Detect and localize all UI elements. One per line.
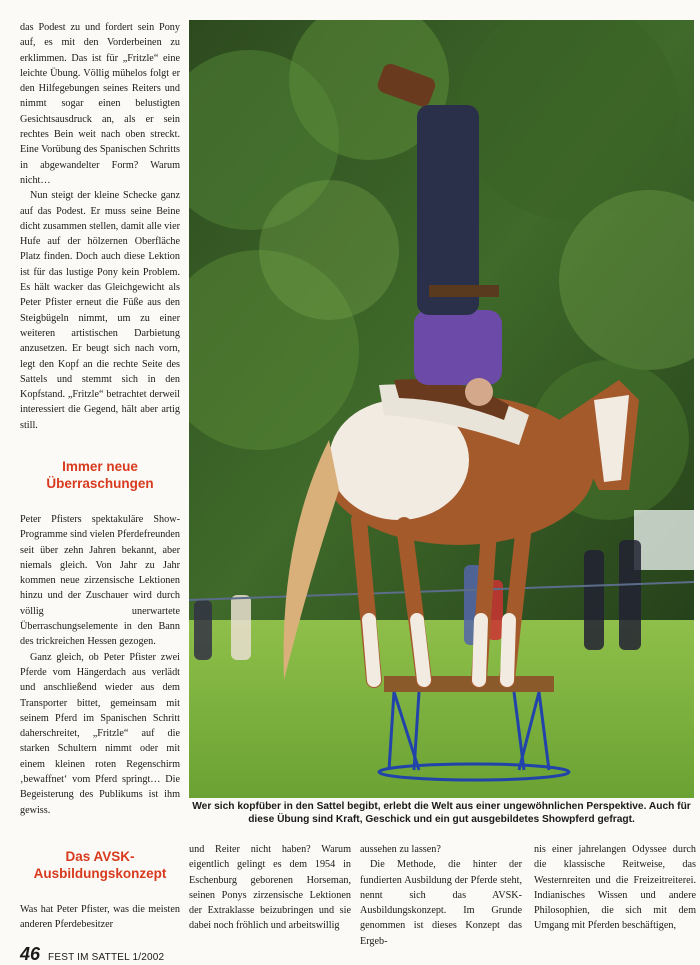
left-column-bottom xyxy=(20,902,180,933)
paragraph: Was hat Peter Pfister, was die meisten anderen Pferdebesitzer xyxy=(20,904,180,931)
paragraph: Ganz gleich, ob Peter Pfister zwei Pferde vom Hängerdach aus verlädt und anschließend wieder aus dem Transporter bittet, gemeinsam mit seinem Pferd im Spanischen Schritt daherschreitet, „Fritzle“ auf die starken Schultern nimmt oder mit einem kleinen roten Regenschirm ‚bewaffnet‘ vom Pferd springt… Die Begeisterung des Publikums ist ihm gewiss. xyxy=(20,651,180,816)
section-heading-avsk: Das AVSK-Ausbildungskonzept xyxy=(33,849,167,881)
paragraph: nis einer jahrelangen Odyssee durch die klassische Reitweise, das Westernreiten und die Freizeitreiterei. Indianisches Wissen und andere Philosophien, die sich mit dem Umgang mit Pferden beschäftigen, xyxy=(534,844,696,932)
main-photo xyxy=(189,20,694,798)
page-number: 46 xyxy=(20,944,41,964)
page-footer xyxy=(20,944,164,962)
photo-handstand-on-horse xyxy=(189,20,694,798)
bottom-column-2 xyxy=(360,842,522,949)
bottom-column-3 xyxy=(534,842,696,934)
paragraph: aussehen zu lassen? xyxy=(360,844,441,855)
paragraph: Peter Pfisters spektakuläre Show-Programme sind vielen Pferdefreunden seit über zehn Jahren bekannt, aber niemals gleich. Von Jahr zu Jahr kommen neue zirzensische Lektionen hinzu und der Zuschauer wird durch völlig unerwartete Überraschungselemente in den Bann des trickreichen Hessen gezogen. xyxy=(20,514,180,648)
magazine-issue: FEST IM SATTEL 1/2002 xyxy=(48,952,165,963)
section-heading-surprises: Immer neue Überraschungen xyxy=(46,459,154,491)
paragraph: und Reiter nicht haben? Warum eigentlich gelingt es dem 1954 in Eschenburg geborenen Horseman, seinen Ponys zirzensische Lektionen der Extraklasse beizubringen und sie dabei noch fröhlich und arbeitswillig xyxy=(189,844,351,932)
bottom-column-1 xyxy=(189,842,351,934)
paragraph: das Podest zu und fordert sein Pony auf, es mit den Vorderbeinen zu erklimmen. Das ist für „Fritzle“ eine leichte Übung. Völlig mühelos folgt er den Hilfegebungen seines Reiters und nimmt sogar einen belustigten Gesichtsausdruck an, als er sein rechtes Bein weit nach oben streckt. Eine Vorübung des Spanischen Schritts in abgewandelter Form? Warum nicht… xyxy=(20,22,180,186)
photo-caption: Wer sich kopfüber in den Sattel begibt, erlebt die Welt aus einer ungewöhnlichen Perspektive. Auch für diese Übung sind Kraft, Geschick und ein gut ausgebildetes Showpferd gefragt. xyxy=(192,801,691,825)
left-column-middle xyxy=(20,512,180,818)
paragraph: Nun steigt der kleine Schecke ganz auf das Podest. Er muss seine Beine dicht zusammen stellen, damit alle vier Hufe auf der hölzernen Oberfläche Platz finden. Doch auch diese Lektion ist für das lustige Pony kein Problem. Es hält wacker das Gleichgewicht als Peter Pfister erneut die Füße aus den Steigbügeln nimmt, um zu einer weiteren artistischen Darbietung anzusetzen. Er beugt sich nach vorn, legt den Kopf an die rechte Seite des Sattels und stemmt sich in den Kopfstand. „Fritzle“ betrachtet derweil interessiert die Gegend, hält aber artig still. xyxy=(20,190,180,431)
left-column-top xyxy=(20,20,180,433)
paragraph: Die Methode, die hinter der fundierten Ausbildung der Pferde steht, nennt sich das AVSK-Ausbildungskonzept. Im Grunde genommen ist dieses Konzept das Ergeb- xyxy=(360,859,522,947)
